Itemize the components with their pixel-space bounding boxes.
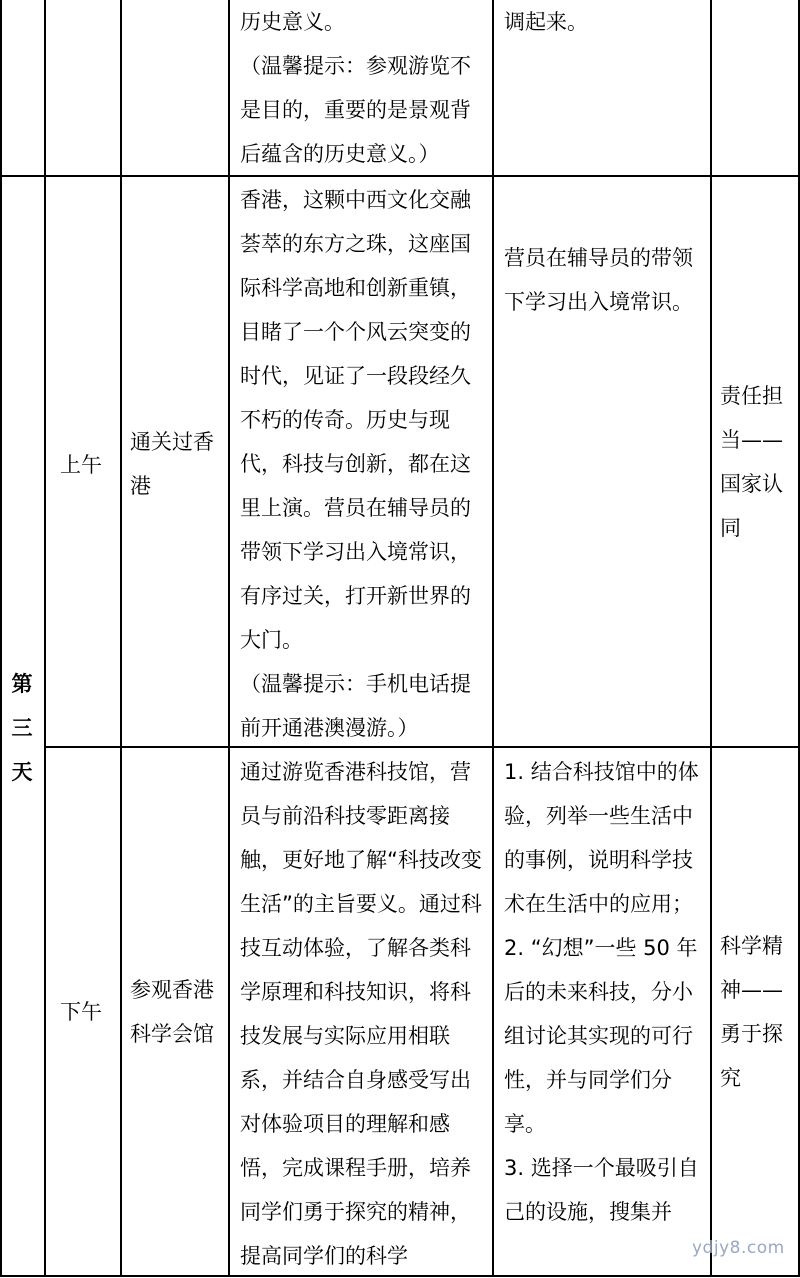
afternoon-content: 通过游览香港科技馆，营员与前沿科技零距离接触，更好地了解“科技改变生活”的主旨要义。通过科技互动体验，了解各类科学原理和科技知识，将科技发展与实际应用相联系，并结合自身感受写出对体验项目的理解和感悟，完成课程手册，培养同学们勇于探究的精神，提高同学们的科学 — [240, 760, 482, 1268]
morning-period: 上午 — [60, 453, 102, 477]
column-divider — [44, 175, 46, 1277]
watermark: ydjy8.com — [692, 1238, 785, 1258]
task-item: 1. 结合科技馆中的体验，列举一些生活中的事例，说明科学技术在生活中的应用； — [504, 760, 699, 916]
column-divider — [120, 0, 122, 1277]
day-char: 天 — [11, 760, 33, 784]
column-divider — [228, 0, 230, 1277]
afternoon-tasks — [504, 750, 704, 1234]
day-label — [0, 662, 44, 794]
day-char: 第 — [11, 672, 33, 696]
table-border-left — [0, 0, 2, 1277]
morning-task: 营员在辅导员的带领下学习出入境常识。 — [504, 246, 693, 314]
content-paragraph: 香港，这颗中西文化交融荟萃的东方之珠，这座国际科学高地和创新重镇，目睹了一个个风云突变的时代，见证了一段段经久不朽的传奇。历史与现代，科技与创新，都在这里上演。营员在辅导员的带领下学习出入境常识，有序过关，打开新世界的大门。 — [240, 188, 471, 652]
column-divider — [492, 0, 494, 1277]
tip-paragraph: （温馨提示：参观游览不是目的，重要的是景观背后蕴含的历史意义。） — [240, 54, 471, 166]
afternoon-period: 下午 — [60, 1000, 102, 1024]
day-char: 三 — [11, 716, 33, 740]
column-divider — [44, 0, 46, 175]
top-row-content — [240, 0, 488, 176]
task-item: 2. “幻想”一些 50 年后的未来科技，分小组讨论其实现的可行性，并与同学们分享。 — [504, 936, 698, 1136]
column-divider — [710, 0, 712, 1277]
afternoon-goal: 科学精神——勇于探究 — [720, 934, 783, 1090]
morning-content — [240, 178, 488, 750]
tip-paragraph: （温馨提示：手机电话提前开通港澳漫游。） — [240, 672, 471, 740]
top-row-task: 调起来。 — [504, 10, 588, 34]
task-item: 3. 选择一个最吸引自己的设施，搜集并 — [504, 1156, 699, 1224]
afternoon-activity: 参观香港科学会馆 — [130, 978, 214, 1046]
morning-goal: 责任担当——国家认同 — [720, 384, 783, 540]
morning-activity: 通关过香港 — [130, 430, 214, 498]
content-paragraph: 历史意义。 — [240, 10, 345, 34]
